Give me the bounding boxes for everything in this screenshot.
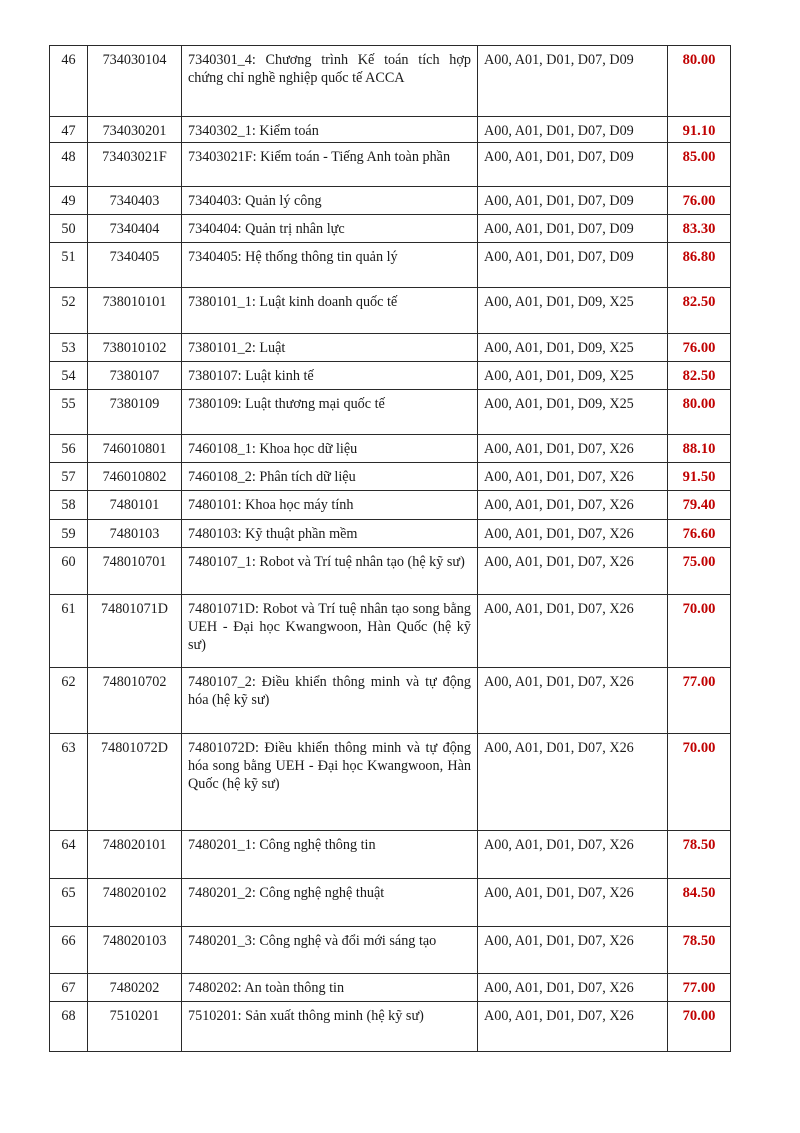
subject-combination: A00, A01, D01, D07, D09	[478, 243, 668, 288]
major-code: 7340405	[88, 243, 182, 288]
table-row	[50, 435, 731, 463]
major-code: 7480101	[88, 491, 182, 520]
table-body	[50, 46, 731, 1052]
major-code: 738010102	[88, 334, 182, 362]
major-code: 748010701	[88, 548, 182, 595]
row-number: 61	[50, 595, 88, 668]
major-code: 74801071D	[88, 595, 182, 668]
table-row	[50, 595, 731, 668]
admission-score: 79.40	[668, 491, 731, 520]
admission-score: 76.00	[668, 187, 731, 215]
admission-score: 88.10	[668, 435, 731, 463]
subject-combination: A00, A01, D01, D09, X25	[478, 362, 668, 390]
major-code: 748020101	[88, 831, 182, 879]
row-number: 47	[50, 117, 88, 143]
table-row	[50, 879, 731, 927]
table-row	[50, 187, 731, 215]
subject-combination: A00, A01, D01, D07, X26	[478, 548, 668, 595]
table-row	[50, 334, 731, 362]
major-code: 734030104	[88, 46, 182, 117]
table-row	[50, 215, 731, 243]
admission-score: 85.00	[668, 143, 731, 187]
subject-combination: A00, A01, D01, D07, X26	[478, 927, 668, 974]
major-name: 7480201_2: Công nghệ nghệ thuật	[182, 879, 478, 927]
table-row	[50, 831, 731, 879]
major-code: 746010802	[88, 463, 182, 491]
admission-score: 76.00	[668, 334, 731, 362]
major-name: 7380107: Luật kinh tế	[182, 362, 478, 390]
major-code: 7340403	[88, 187, 182, 215]
major-name: 7380101_2: Luật	[182, 334, 478, 362]
row-number: 46	[50, 46, 88, 117]
subject-combination: A00, A01, D01, D07, X26	[478, 734, 668, 831]
subject-combination: A00, A01, D01, D09, X25	[478, 288, 668, 334]
major-name: 7480201_1: Công nghệ thông tin	[182, 831, 478, 879]
subject-combination: A00, A01, D01, D07, D09	[478, 143, 668, 187]
admission-score: 82.50	[668, 288, 731, 334]
subject-combination: A00, A01, D01, D09, X25	[478, 334, 668, 362]
admission-score: 80.00	[668, 390, 731, 435]
subject-combination: A00, A01, D01, D07, X26	[478, 668, 668, 734]
major-name: 7380109: Luật thương mại quốc tế	[182, 390, 478, 435]
major-name: 7380101_1: Luật kinh doanh quốc tế	[182, 288, 478, 334]
major-code: 7480202	[88, 974, 182, 1002]
major-name: 7510201: Sản xuất thông minh (hệ kỹ sư)	[182, 1002, 478, 1052]
major-code: 73403021F	[88, 143, 182, 187]
major-name: 73403021F: Kiểm toán - Tiếng Anh toàn phần	[182, 143, 478, 187]
row-number: 53	[50, 334, 88, 362]
major-name: 74801072D: Điều khiển thông minh và tự động hóa song bằng UEH - Đại học Kwangwoon, Hàn Quốc (hệ kỹ sư)	[182, 734, 478, 831]
row-number: 62	[50, 668, 88, 734]
admission-score: 83.30	[668, 215, 731, 243]
admission-score: 78.50	[668, 927, 731, 974]
subject-combination: A00, A01, D01, D07, X26	[478, 974, 668, 1002]
admission-score: 70.00	[668, 595, 731, 668]
table-row	[50, 288, 731, 334]
major-code: 748010702	[88, 668, 182, 734]
subject-combination: A00, A01, D01, D07, X26	[478, 879, 668, 927]
subject-combination: A00, A01, D01, D07, X26	[478, 1002, 668, 1052]
admission-score: 75.00	[668, 548, 731, 595]
subject-combination: A00, A01, D01, D07, X26	[478, 595, 668, 668]
subject-combination: A00, A01, D01, D07, X26	[478, 520, 668, 548]
row-number: 68	[50, 1002, 88, 1052]
subject-combination: A00, A01, D01, D07, X26	[478, 831, 668, 879]
row-number: 56	[50, 435, 88, 463]
major-name: 7460108_2: Phân tích dữ liệu	[182, 463, 478, 491]
row-number: 58	[50, 491, 88, 520]
table-row	[50, 117, 731, 143]
table-row	[50, 668, 731, 734]
table-row	[50, 243, 731, 288]
major-name: 7460108_1: Khoa học dữ liệu	[182, 435, 478, 463]
major-name: 7340404: Quản trị nhân lực	[182, 215, 478, 243]
major-code: 74801072D	[88, 734, 182, 831]
admission-score: 84.50	[668, 879, 731, 927]
row-number: 64	[50, 831, 88, 879]
row-number: 52	[50, 288, 88, 334]
subject-combination: A00, A01, D01, D07, D09	[478, 215, 668, 243]
row-number: 65	[50, 879, 88, 927]
row-number: 66	[50, 927, 88, 974]
major-code: 748020102	[88, 879, 182, 927]
admission-score: 76.60	[668, 520, 731, 548]
major-code: 7340404	[88, 215, 182, 243]
admission-score: 77.00	[668, 974, 731, 1002]
row-number: 48	[50, 143, 88, 187]
row-number: 50	[50, 215, 88, 243]
major-code: 7380109	[88, 390, 182, 435]
table-row	[50, 143, 731, 187]
admission-score: 86.80	[668, 243, 731, 288]
major-code: 7510201	[88, 1002, 182, 1052]
subject-combination: A00, A01, D01, D07, X26	[478, 463, 668, 491]
major-code: 738010101	[88, 288, 182, 334]
admission-score: 82.50	[668, 362, 731, 390]
major-name: 7340405: Hệ thống thông tin quản lý	[182, 243, 478, 288]
table-row	[50, 390, 731, 435]
table-row	[50, 974, 731, 1002]
major-name: 7480107_1: Robot và Trí tuệ nhân tạo (hệ kỹ sư)	[182, 548, 478, 595]
table-row	[50, 734, 731, 831]
admission-score: 91.50	[668, 463, 731, 491]
subject-combination: A00, A01, D01, D07, D09	[478, 187, 668, 215]
table-row	[50, 362, 731, 390]
major-code: 734030201	[88, 117, 182, 143]
table-row	[50, 548, 731, 595]
major-name: 7480202: An toàn thông tin	[182, 974, 478, 1002]
row-number: 54	[50, 362, 88, 390]
row-number: 67	[50, 974, 88, 1002]
admission-score: 70.00	[668, 1002, 731, 1052]
admission-score: 80.00	[668, 46, 731, 117]
table-row	[50, 927, 731, 974]
row-number: 63	[50, 734, 88, 831]
subject-combination: A00, A01, D01, D07, D09	[478, 46, 668, 117]
major-name: 7480201_3: Công nghệ và đổi mới sáng tạo	[182, 927, 478, 974]
subject-combination: A00, A01, D01, D07, D09	[478, 117, 668, 143]
major-code: 748020103	[88, 927, 182, 974]
major-code: 7480103	[88, 520, 182, 548]
table-row	[50, 520, 731, 548]
admission-score: 70.00	[668, 734, 731, 831]
admission-score: 91.10	[668, 117, 731, 143]
major-name: 7340302_1: Kiểm toán	[182, 117, 478, 143]
major-name: 7340301_4: Chương trình Kế toán tích hợp chứng chỉ nghề nghiệp quốc tế ACCA	[182, 46, 478, 117]
admission-score: 78.50	[668, 831, 731, 879]
major-name: 7480101: Khoa học máy tính	[182, 491, 478, 520]
table-row	[50, 1002, 731, 1052]
major-code: 7380107	[88, 362, 182, 390]
subject-combination: A00, A01, D01, D07, X26	[478, 435, 668, 463]
subject-combination: A00, A01, D01, D09, X25	[478, 390, 668, 435]
row-number: 57	[50, 463, 88, 491]
table-row	[50, 463, 731, 491]
row-number: 49	[50, 187, 88, 215]
row-number: 51	[50, 243, 88, 288]
table-row	[50, 46, 731, 117]
major-code: 746010801	[88, 435, 182, 463]
major-name: 7340403: Quản lý công	[182, 187, 478, 215]
row-number: 59	[50, 520, 88, 548]
table-row	[50, 491, 731, 520]
major-name: 74801071D: Robot và Trí tuệ nhân tạo song bằng UEH - Đại học Kwangwoon, Hàn Quốc (hệ kỹ sư)	[182, 595, 478, 668]
row-number: 60	[50, 548, 88, 595]
subject-combination: A00, A01, D01, D07, X26	[478, 491, 668, 520]
major-name: 7480107_2: Điều khiển thông minh và tự động hóa (hệ kỹ sư)	[182, 668, 478, 734]
admission-score: 77.00	[668, 668, 731, 734]
major-name: 7480103: Kỹ thuật phần mềm	[182, 520, 478, 548]
admission-score-table	[49, 45, 731, 1052]
row-number: 55	[50, 390, 88, 435]
